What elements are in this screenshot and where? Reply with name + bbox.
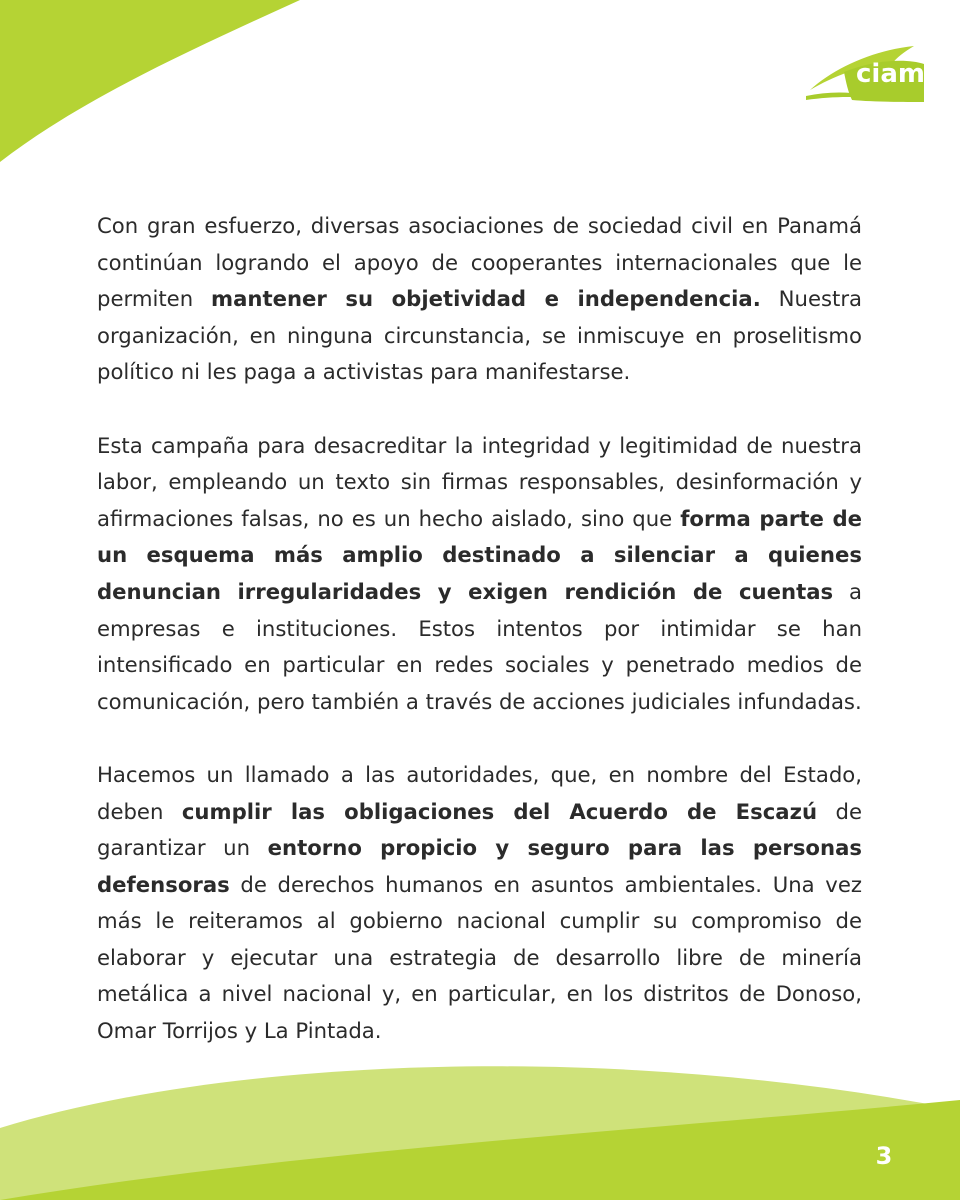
top-left-swoosh	[0, 0, 300, 162]
bold-text: mantener su objetividad e independencia.	[211, 286, 761, 312]
text-run: a empresas e instituciones. Estos intentos por intimidar se han intensificado en particular en redes sociales y penetrado medios de comunicación, pero también a través de acciones judiciales infundadas.	[97, 578, 862, 714]
paragraph-3	[97, 757, 862, 1050]
text-run: Con gran esfuerzo, diversas asociaciones de sociedad civil en Panamá continúan logrando el apoyo de cooperantes internacionales que le permiten	[97, 213, 862, 312]
bold-text: entorno propicio y seguro para las personas defensoras	[97, 835, 862, 897]
bold-text: cumplir las obligaciones del Acuerdo de Escazú	[181, 798, 818, 824]
page-number: 3	[875, 1142, 893, 1170]
text-run: Nuestra organización, en ninguna circunstancia, se inmiscuye en proselitismo político ni les paga a activistas para manifestarse.	[97, 286, 863, 385]
document-body	[97, 208, 862, 1086]
logo-text: ciam	[856, 59, 925, 89]
text-run: Esta campaña para desacreditar la integridad y legitimidad de nuestra labor, empleando un texto sin firmas responsables, desinformación y afirmaciones falsas, no es un hecho aislado, sino que	[97, 432, 862, 531]
text-run: de derechos humanos en asuntos ambientales. Una vez más le reiteramos al gobierno nacional cumplir su compromiso de elaborar y ejecutar una estrategia de desarrollo libre de minería metálica a nivel nacional y, en particular, en los distritos de Donoso, Omar Torrijos y La Pintada.	[97, 871, 862, 1044]
paragraph-1	[97, 208, 862, 391]
text-run: Hacemos un llamado a las autoridades, que, en nombre del Estado, deben	[97, 761, 862, 824]
text-run: de garantizar un	[97, 798, 862, 861]
paragraph-2	[97, 428, 862, 721]
bold-text: forma parte de un esquema más amplio destinado a silenciar a quienes denuncian irregularidades y exigen rendición de cuentas	[97, 505, 862, 604]
